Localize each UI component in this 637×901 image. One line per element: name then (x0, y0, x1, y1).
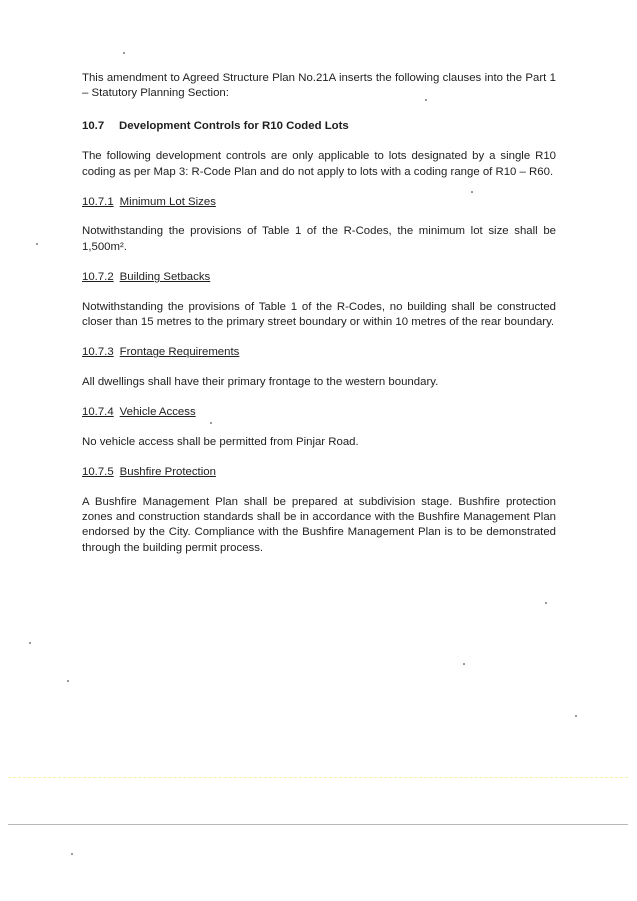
subsection-title: Frontage Requirements (119, 346, 240, 359)
scan-speck (210, 422, 212, 424)
subsection-number: 10.7.2 (82, 271, 114, 284)
scan-speck (67, 680, 69, 682)
subsection-body: No vehicle access shall be permitted from Pinjar Road. (82, 435, 359, 448)
subsection-title: Minimum Lot Sizes (119, 196, 216, 209)
subsection-number: 10.7.3 (82, 346, 114, 359)
subsection-heading (82, 345, 556, 360)
scan-speck (575, 715, 577, 717)
subsection-number: 10.7.5 (82, 466, 114, 479)
scan-speck (545, 602, 547, 604)
subsection-heading (82, 405, 556, 420)
subsection-body: A Bushfire Management Plan shall be prepared at subdivision stage. Bushfire protection zones and construction standards shall be in accordance with the Bushfire Management Plan endorsed by the City. Compliance with the Bushfire Management Plan is to be demonstrated through the building permit process. (82, 495, 556, 554)
subsection-heading (82, 465, 556, 480)
section-heading (82, 119, 556, 134)
scan-speck (71, 853, 73, 855)
subsection-heading (82, 195, 556, 210)
scan-speck (471, 191, 473, 193)
section-title: Development Controls for R10 Coded Lots (119, 119, 349, 132)
subsection-minimum-lot-sizes (82, 195, 556, 255)
section-intro-paragraph: The following development controls are only applicable to lots designated by a single R10 coding as per Map 3: R-Code Plan and do not apply to lots with a coding range of R10 – R60. (82, 150, 556, 178)
document-body (82, 71, 556, 571)
subsection-title: Building Setbacks (119, 271, 211, 284)
subsection-vehicle-access (82, 405, 556, 450)
subsection-body: Notwithstanding the provisions of Table 1 of the R-Codes, the minimum lot size shall be 1,500m². (82, 225, 556, 253)
section-number: 10.7 (82, 119, 105, 132)
intro-paragraph: This amendment to Agreed Structure Plan No.21A inserts the following clauses into the Part 1 – Statutory Planning Section: (82, 72, 556, 100)
subsection-building-setbacks (82, 270, 556, 330)
subsection-number: 10.7.1 (82, 196, 114, 209)
subsection-frontage-requirements (82, 345, 556, 390)
subsection-title: Bushfire Protection (119, 466, 216, 479)
scan-speck (425, 99, 427, 101)
scan-speck (123, 52, 125, 54)
subsection-title: Vehicle Access (119, 406, 196, 419)
scan-speck (29, 642, 31, 644)
scan-speck (36, 243, 38, 245)
subsection-heading (82, 270, 556, 285)
subsection-number: 10.7.4 (82, 406, 114, 419)
subsection-body: All dwellings shall have their primary frontage to the western boundary. (82, 375, 439, 388)
scan-artifact-line (8, 777, 628, 778)
subsection-bushfire-protection (82, 465, 556, 556)
scan-speck (463, 663, 465, 665)
subsection-body: Notwithstanding the provisions of Table 1 of the R-Codes, no building shall be constructed closer than 15 metres to the primary street boundary or within 10 metres of the rear boundary. (82, 300, 556, 329)
page-divider (8, 824, 628, 825)
